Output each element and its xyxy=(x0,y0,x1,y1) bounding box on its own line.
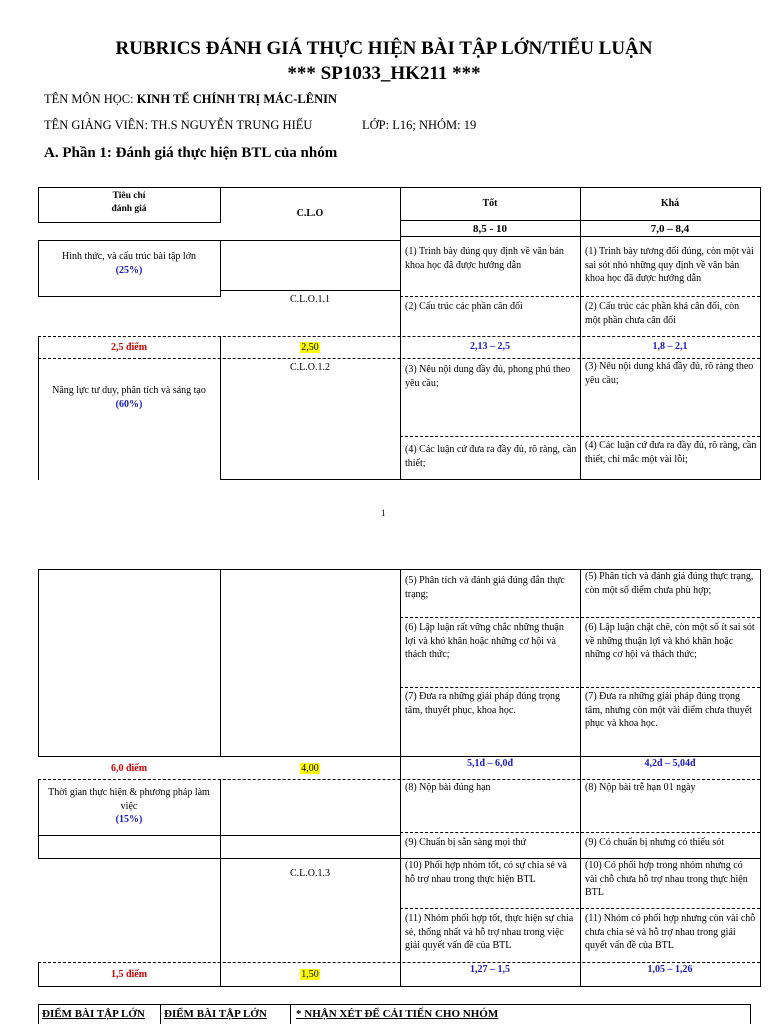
criterion-name: Năng lực tư duy, phân tích và sáng tạo xyxy=(52,385,206,396)
criterion-time-method xyxy=(40,786,218,827)
criterion-weight: (25%) xyxy=(115,264,143,276)
good-descriptor: (3) Nêu nội dung đầy đủ, phong phú theo yêu cầu; xyxy=(405,364,571,389)
group-score xyxy=(220,341,400,355)
subject-line xyxy=(44,92,337,107)
fair-descriptor: (11) Nhóm có phối hợp nhưng còn vài chỗ chưa chia sẻ và hỗ trợ nhau trong giải quyết vấn đề của BTL xyxy=(585,913,756,951)
good-range: 8,5 - 10 xyxy=(473,223,507,235)
fair-descriptor: (3) Nêu nội dung khá đầy đủ, rõ ràng theo yêu cầu; xyxy=(585,361,754,386)
document-title: RUBRICS ĐÁNH GIÁ THỰC HIỆN BÀI TẬP LỚN/TIỂU LUẬN xyxy=(115,38,653,59)
good-descriptor: (5) Phân tích và đánh giá đúng đắn thực trạng; xyxy=(405,575,565,600)
good-score-range: 1,27 – 1,5 xyxy=(470,964,510,975)
subject-label: TÊN MÔN HỌC: xyxy=(44,92,134,106)
fair-range: 7,0 – 8,4 xyxy=(650,223,690,235)
criteria-header-line1: Tiêu chí xyxy=(112,191,146,201)
good-descriptor: (6) Lập luận rất vững chắc những thuận lợi và khó khăn hoặc những cơ hội và thách thức; xyxy=(405,622,564,660)
good-header: Tốt xyxy=(482,198,498,209)
good-score-range: 2,13 – 2,5 xyxy=(470,341,510,352)
fair-descriptor: (8) Nộp bài trễ hạn 01 ngày xyxy=(585,782,696,793)
class-label: LỚP: xyxy=(362,118,390,132)
fair-descriptor: (6) Lập luận chặt chẽ, còn một số ít sai sót về những thuận lợi và khó khăn hoặc những cơ hội và thách thức; xyxy=(585,622,755,660)
fair-descriptor: (9) Có chuẩn bị nhưng có thiếu sót xyxy=(585,837,725,848)
good-descriptor: (11) Nhóm phối hợp tốt, thực hiện sự chia sẻ, thống nhất và hỗ trợ nhau trong việc giải quyết vấn đề của BTL xyxy=(405,913,574,951)
project-score-header-2: ĐIỂM BÀI TẬP LỚN xyxy=(164,1008,267,1020)
fair-header: Khá xyxy=(660,198,680,209)
criterion-thinking xyxy=(40,384,218,411)
criterion-name: Hình thức, và cấu trúc bài tập lớn xyxy=(62,251,196,262)
lecturer-line xyxy=(44,118,312,133)
clo-code: C.L.O.1.1 xyxy=(290,294,330,305)
fair-score-range: 4,2đ – 5,04đ xyxy=(644,758,696,769)
clo-code: C.L.O.1.3 xyxy=(290,868,330,879)
fair-descriptor: (7) Đưa ra những giải pháp đúng trọng tâm, nhưng còn một vài điểm chưa thuyết phục và khoa học. xyxy=(585,691,752,729)
class-value: L16; NHÓM: 19 xyxy=(392,118,477,132)
points-total: 6,0 điểm xyxy=(110,763,148,774)
group-feedback-header: * NHẬN XÉT ĐỂ CẢI TIẾN CHO NHÓM xyxy=(296,1008,499,1020)
good-descriptor: (10) Phối hợp nhóm tốt, có sự chia sẻ và hỗ trợ nhau trong thực hiện BTL xyxy=(405,860,567,885)
good-descriptor: (2) Cấu trúc các phần cân đối xyxy=(405,301,523,312)
points-total: 2,5 điểm xyxy=(110,342,148,353)
fair-score-range: 1,05 – 1,26 xyxy=(647,964,693,975)
group-score-value: 4,00 xyxy=(301,763,319,774)
fair-descriptor: (5) Phân tích và đánh giá đúng thực trạng, còn một số điểm chưa phù hợp; xyxy=(585,571,754,596)
subject-value: KINH TẾ CHÍNH TRỊ MÁC-LÊNIN xyxy=(136,92,337,106)
lecturer-label: TÊN GIẢNG VIÊN: xyxy=(44,118,148,132)
fair-score-range: 1,8 – 2,1 xyxy=(652,341,688,352)
good-descriptor: (4) Các luận cứ đưa ra đầy đủ, rõ ràng, cần thiết; xyxy=(405,444,577,469)
good-descriptor: (1) Trình bày đúng quy định về văn bản khoa học đã được hướng dẫn xyxy=(405,246,564,271)
document-code: *** SP1033_HK211 *** xyxy=(287,63,481,84)
fair-descriptor: (10) Có phối hợp trong nhóm nhưng có vài chỗ chưa hỗ trợ nhau trong thực hiện BTL xyxy=(585,860,748,898)
group-score-value: 1,50 xyxy=(301,969,319,980)
good-descriptor: (9) Chuẩn bị sẵn sàng mọi thứ xyxy=(405,837,526,848)
project-score-header: ĐIỂM BÀI TẬP LỚN xyxy=(42,1008,145,1020)
fair-descriptor: (2) Cấu trúc các phần khá cân đối, còn một phần chưa cân đối xyxy=(585,301,740,326)
criteria-header xyxy=(38,190,220,216)
good-score-range: 5,1đ – 6,0đ xyxy=(466,758,514,769)
criterion-weight: (60%) xyxy=(115,398,143,410)
lecturer-value: TH.S NGUYỄN TRUNG HIẾU xyxy=(150,118,313,132)
group-score xyxy=(220,968,400,982)
criterion-form-structure xyxy=(40,250,218,277)
class-line xyxy=(362,118,476,133)
group-score-value: 2,50 xyxy=(301,342,319,353)
criterion-weight: (15%) xyxy=(115,814,143,825)
clo-code: C.L.O.1.2 xyxy=(290,362,330,373)
fair-descriptor: (1) Trình bày tương đối đúng, còn một vài sai sót nhỏ những quy định về văn bản khoa học đã được hướng dẫn xyxy=(585,246,754,284)
page-number: 1 xyxy=(381,508,386,518)
fair-descriptor: (4) Các luận cứ đưa ra đầy đủ, rõ ràng, cần thiết, chỉ mắc một vài lỗi; xyxy=(585,440,757,465)
criterion-name: Thời gian thực hiện & phương pháp làm việc xyxy=(48,787,210,812)
section-a-heading: A. Phần 1: Đánh giá thực hiện BTL của nhóm xyxy=(44,145,338,161)
clo-header: C.L.O xyxy=(296,208,324,219)
good-descriptor: (8) Nộp bài đúng hạn xyxy=(405,782,491,793)
group-score xyxy=(220,762,400,776)
good-descriptor: (7) Đưa ra những giải pháp đúng trọng tâm, thuyết phục, khoa học. xyxy=(405,691,560,716)
criteria-header-line2: đánh giá xyxy=(111,203,147,214)
points-total: 1,5 điểm xyxy=(110,969,148,980)
